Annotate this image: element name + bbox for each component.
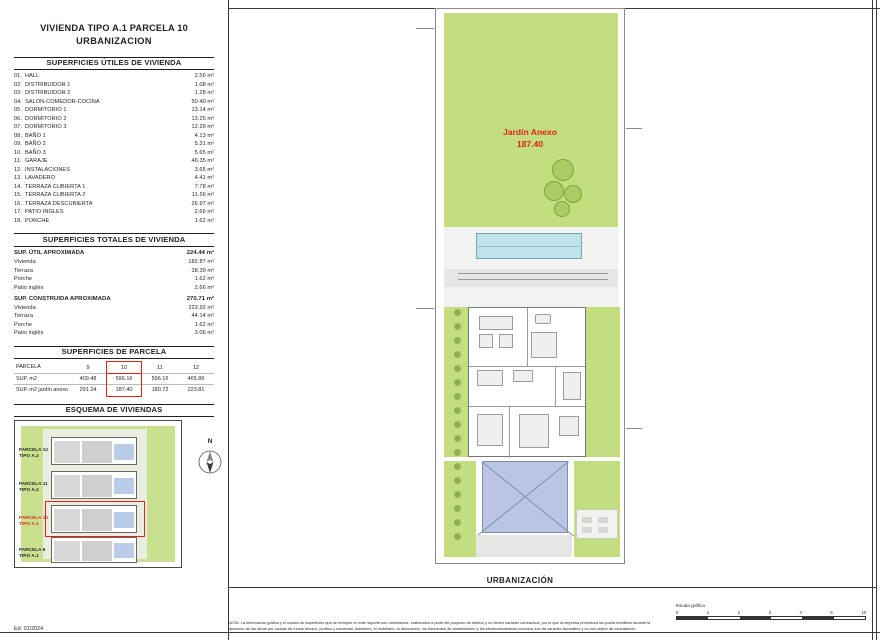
garden-label-line2: 187.40 [516, 138, 544, 149]
col-header-12: 12 [178, 362, 214, 373]
scale-ticks [676, 610, 866, 615]
site-boundary [435, 8, 625, 564]
row-value: 5.31 m² [194, 141, 214, 148]
group-title: SUP. ÚTIL APROXIMADA [14, 250, 85, 257]
row-name: PATIO INGLES [25, 209, 64, 216]
row-label: SUP. m2 [14, 373, 70, 384]
tree-icon [554, 201, 570, 217]
section-esquema [14, 404, 214, 571]
scale-tick: 0 [676, 610, 679, 615]
row-num: 18. [14, 217, 22, 224]
section-heading-esquema: ESQUEMA DE VIVIENDAS [14, 404, 214, 418]
bedroom-bed [519, 414, 549, 448]
scale-tick: 1 [706, 610, 710, 615]
esquema-label-10: PARCELA 10 TIPO A.1 [19, 515, 49, 527]
col-header-11: 11 [142, 362, 178, 373]
row-name: Terraza [14, 267, 34, 274]
esquema-diagram [14, 420, 214, 570]
list-item [14, 217, 214, 226]
title-line-2: URBANIZACION [76, 36, 152, 47]
section-superficies-utiles [14, 57, 214, 226]
row-num: 16. [14, 200, 22, 207]
total-group-title-row [14, 295, 214, 304]
list-item [14, 304, 214, 313]
left-info-panel [14, 22, 214, 570]
row-label: SUP. m2 jardín anexo [16, 387, 69, 394]
row-name: TERRAZA CUBIERTA 1 [25, 183, 86, 190]
scale-tick: 4 [799, 610, 802, 615]
bedroom-bed [477, 414, 503, 446]
frame-edge-right [876, 0, 877, 640]
compass [190, 438, 230, 477]
row-name: SALON-COMEDOR-COCINA [25, 98, 100, 105]
cell: 409.48 [70, 373, 106, 384]
esquema-house-parcela-11 [51, 471, 137, 499]
tree-icon [544, 181, 564, 201]
row-value: 1.62 m² [194, 217, 214, 224]
row-name: DORMITORIO 3 [25, 124, 67, 131]
armchair-furniture [499, 334, 513, 348]
pool-centerline [476, 246, 582, 247]
row-value: 26.97 m² [191, 200, 214, 207]
garden-anexo-label [436, 127, 624, 150]
row-num: 14. [14, 183, 22, 190]
row-value: 1.62 m² [194, 321, 214, 328]
graphic-scale [676, 603, 866, 620]
row-num: 09. [14, 141, 22, 148]
row-num: 15. [14, 192, 22, 199]
section-superficies-parcela [14, 346, 214, 396]
row-num: 07. [14, 124, 22, 131]
list-item [14, 329, 214, 338]
garden-label-line1: Jardín Anexo [502, 127, 558, 137]
esquema-selected-highlight [45, 501, 145, 537]
tv-unit-furniture [535, 314, 551, 324]
frame-divider-left [228, 0, 229, 640]
section-heading-parcela: SUPERFICIES DE PARCELA [14, 346, 214, 360]
row-name: BAÑO 3 [25, 149, 46, 156]
terrace-paving [444, 269, 618, 287]
row-value: 4.13 m² [194, 132, 214, 139]
row-value: 1.62 m² [194, 276, 214, 283]
edition-label: Ed. 01/2024 [14, 626, 44, 632]
scale-caption: Escala gráfica [676, 603, 705, 608]
utiles-rows [14, 70, 214, 225]
row-name: Porche [14, 276, 33, 283]
list-item [14, 200, 214, 209]
list-item [14, 81, 214, 90]
row-name: Patio inglés [14, 284, 44, 291]
house-floorplan [468, 307, 586, 457]
cell: 223.81 [187, 387, 205, 394]
row-value: 2.56 m² [194, 73, 214, 80]
legal-note: NOTA: La información gráfica y el cuadro de superficies que se incluyen en este soporte son orientativos, elaborados a partir del proyecto de edificio y no tienen carácter contractual, por lo que la empresa promotora los podrá modificar durante la ejecución de las obras por causas de índole técnico, jurídico y comercial. Asimismo, el mobiliario, la decoración, los elementos de ambientación y los electrodomésticos incluidos son de carácter decorativo y no son objeto de contratación. [228, 620, 651, 632]
frame-divider-right [872, 0, 873, 640]
total-group-title-row [14, 249, 214, 258]
list-item [14, 166, 214, 175]
row-name: Vivienda [14, 304, 36, 311]
row-name: Vivienda [14, 259, 36, 266]
title-block [14, 22, 214, 49]
row-num: 13. [14, 175, 22, 182]
row-name: DISTRIBUIDOR 1 [25, 81, 71, 88]
garden-anexo-area [444, 13, 618, 227]
kitchen-counter [477, 370, 503, 386]
esquema-house-parcela-12 [51, 437, 137, 465]
row-name: Porche [14, 321, 33, 328]
row-value: 223.92 m² [188, 304, 214, 311]
cell-text: 596.16 [115, 375, 133, 382]
list-item [14, 72, 214, 81]
table-row [14, 373, 214, 384]
group-title: SUP. CONSTRUIDA APROXIMADA [14, 295, 111, 302]
internal-wall [509, 406, 510, 458]
internal-wall [555, 366, 556, 406]
side-garden-right [586, 307, 620, 457]
col-header-10-text: 10 [120, 364, 128, 371]
cell: 596.16 [142, 373, 178, 384]
list-item [14, 275, 214, 284]
row-value: 3.65 m² [194, 166, 214, 173]
list-item [14, 123, 214, 132]
list-item [14, 140, 214, 149]
cell: 465.86 [178, 373, 214, 384]
row-name: DISTRIBUIDOR 2 [25, 90, 71, 97]
cell-highlighted [106, 385, 142, 396]
list-item [14, 284, 214, 293]
col-header-9: 9 [70, 362, 106, 373]
list-item [14, 312, 214, 321]
esquema-label-9: PARCELA 9 TIPO A.1 [19, 547, 46, 559]
row-value: 2.66 m² [194, 284, 214, 291]
list-item [14, 267, 214, 276]
table-header-row [14, 362, 214, 373]
hedge-row-left [454, 309, 462, 549]
row-name: BAÑO 2 [25, 141, 46, 148]
row-name: PORCHE [25, 217, 50, 224]
entrance-paving [476, 535, 572, 557]
table-row [14, 385, 214, 396]
section-heading-totales: SUPERFICIES TOTALES DE VIVIENDA [14, 233, 214, 247]
row-name: BAÑO 1 [25, 132, 46, 139]
row-name: GARAJE [25, 158, 48, 165]
internal-wall [469, 366, 587, 367]
plan-caption: URBANIZACIÓN [486, 576, 554, 585]
row-num: 10. [14, 149, 22, 156]
cell-text: 187.40 [115, 387, 133, 394]
dining-table-furniture [531, 332, 557, 358]
row-num: 11. [14, 158, 22, 165]
row-name: DORMITORIO 2 [25, 115, 67, 122]
terrace-joint [458, 273, 608, 274]
row-value: 13.25 m² [191, 115, 214, 122]
stepping-stones-area [576, 509, 618, 539]
esquema-plot [14, 420, 182, 568]
list-item [14, 106, 214, 115]
list-item [14, 174, 214, 183]
row-name: DORMITORIO 1 [25, 107, 67, 114]
tree-icon [564, 185, 582, 203]
scale-tick: 3 [768, 610, 771, 615]
col-header-parcela: PARCELA [14, 362, 70, 373]
list-item [14, 208, 214, 217]
list-item [14, 149, 214, 158]
scale-bar [676, 616, 866, 620]
cell-highlighted [106, 373, 142, 384]
list-item [14, 321, 214, 330]
list-item [14, 132, 214, 141]
dimension-tick [416, 308, 434, 309]
dimension-tick [416, 28, 434, 29]
list-item [14, 258, 214, 267]
row-value: 5.65 m² [194, 149, 214, 156]
island-furniture [513, 370, 533, 382]
list-item [14, 183, 214, 192]
row-name: INSTALACIONES [25, 166, 70, 173]
list-item [14, 89, 214, 98]
row-value: 13.14 m² [191, 107, 214, 114]
terrace-joint [458, 279, 608, 280]
frame-bottom-line [0, 632, 880, 633]
compass-north-label: N [207, 438, 213, 446]
row-value: 2.66 m² [194, 209, 214, 216]
row-name: Patio inglés [14, 330, 44, 337]
wardrobe-furniture [559, 416, 579, 436]
group-total: 270.71 m² [186, 295, 214, 302]
totales-rows [14, 247, 214, 337]
parcela-table [14, 362, 214, 395]
row-num: 12. [14, 166, 22, 173]
row-value: 38.39 m² [191, 267, 214, 274]
row-value: 1.08 m² [194, 81, 214, 88]
bathroom-fixtures [563, 372, 581, 400]
row-value: 3.06 m² [194, 330, 214, 337]
row-num: 03. [14, 90, 22, 97]
cell: 180.72 [151, 387, 169, 394]
row-name: TERRAZA CUBIERTA 2 [25, 192, 86, 199]
armchair-furniture [479, 334, 493, 348]
row-value: 11.56 m² [191, 192, 214, 199]
row-name: Terraza [14, 313, 34, 320]
list-item [14, 191, 214, 200]
section-superficies-totales [14, 233, 214, 337]
esquema-label-11: PARCELA 11 TIPO A.2 [19, 481, 48, 493]
site-plan-drawing [380, 8, 660, 585]
row-name: TERRAZA DESCUBIERTA [25, 200, 93, 207]
row-value: 182.87 m² [188, 259, 214, 266]
dimension-tick [626, 128, 642, 129]
row-name: LAVADERO [25, 175, 56, 182]
row-num: 04. [14, 98, 22, 105]
list-item [14, 115, 214, 124]
col-header-10 [106, 362, 142, 373]
row-num: 17. [14, 209, 22, 216]
title-line-1: VIVIENDA TIPO A.1 PARCELA 10 [40, 23, 188, 33]
row-value: 7.78 m² [194, 183, 214, 190]
cell: 291.24 [79, 387, 97, 394]
list-item [14, 157, 214, 166]
row-num: 06. [14, 115, 22, 122]
internal-wall [469, 406, 587, 407]
scale-tick: 10 [861, 610, 866, 615]
dimension-tick [626, 428, 642, 429]
internal-wall [527, 308, 528, 366]
section-heading-utiles: SUPERFICIES ÚTILES DE VIVIENDA [14, 57, 214, 71]
frame-note-line [228, 587, 876, 588]
scale-tick: 5 [830, 610, 833, 615]
group-total: 224.44 m² [186, 250, 214, 257]
list-item [14, 98, 214, 107]
row-num: 01. [14, 73, 22, 80]
row-value: 50.40 m² [191, 98, 214, 105]
row-value: 4.41 m² [194, 175, 214, 182]
scale-tick: 2 [737, 610, 741, 615]
row-value: 44.14 m² [191, 313, 214, 320]
row-name: HALL [25, 73, 40, 80]
row-num: 05. [14, 107, 22, 114]
sofa-furniture [479, 316, 513, 330]
row-value: 46.35 m² [191, 158, 214, 165]
row-value: 12.29 m² [191, 124, 214, 131]
tree-icon [552, 159, 574, 181]
row-num: 02. [14, 81, 22, 88]
esquema-house-parcela-9 [51, 537, 137, 563]
garage-ramp [482, 461, 568, 533]
compass-rose-icon [195, 447, 225, 477]
row-num: 08. [14, 132, 22, 139]
row-value: 1.28 m² [194, 90, 214, 97]
esquema-label-12: PARCELA 12 TIPO A.2 [19, 447, 49, 459]
